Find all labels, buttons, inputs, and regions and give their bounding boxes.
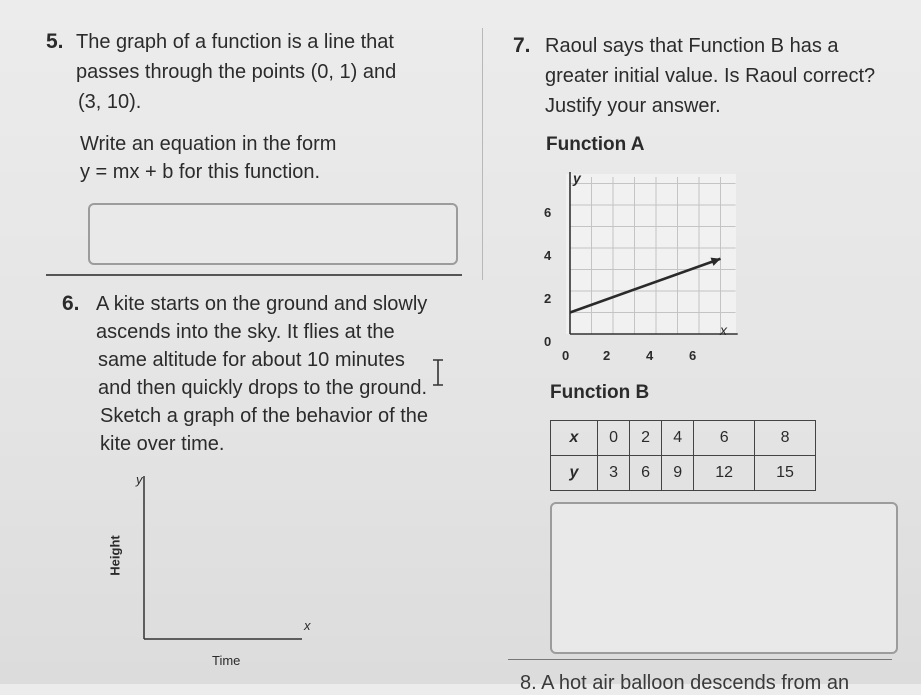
function-a-x-tick: 0 — [562, 348, 570, 363]
function-a-y-tick: 0 — [544, 334, 552, 349]
column-divider — [482, 28, 483, 280]
function-b-title: Function B — [550, 382, 650, 403]
q6-x-axis-letter: x — [304, 618, 311, 633]
function-b-x-cell: 2 — [630, 421, 662, 456]
q7-divider — [508, 659, 892, 660]
q6-y-axis-letter: y — [136, 472, 143, 487]
function-a-graph — [560, 170, 740, 340]
q6-line-5: Sketch a graph of the behavior of the — [100, 405, 428, 427]
function-a-y-tick: 6 — [544, 205, 552, 220]
text-cursor-icon — [430, 358, 446, 388]
q7-answer-box[interactable] — [550, 502, 898, 654]
q6-sketch-graph[interactable] — [108, 468, 308, 648]
function-b-x-header: x — [551, 421, 598, 456]
q5-line-3: (3, 10). — [78, 91, 142, 113]
function-b-x-cell: 6 — [694, 421, 755, 456]
q8-partial-text: 8. A hot air balloon descends from an — [520, 672, 850, 694]
q6-line-3: same altitude for about 10 minutes — [98, 349, 405, 371]
q6-line-4: and then quickly drops to the ground. — [98, 377, 428, 399]
function-a-y-tick: 4 — [544, 248, 552, 263]
function-b-y-cell: 12 — [694, 456, 755, 491]
function-a-x-tick: 6 — [689, 348, 697, 363]
q5-instruction-2: y = mx + b for this function. — [80, 161, 321, 183]
q5-number: 5. — [46, 30, 64, 53]
function-a-y-axis-letter: y — [573, 170, 581, 186]
function-b-y-header: y — [551, 456, 598, 491]
q5-line-2: passes through the points (0, 1) and — [76, 61, 397, 83]
q6-line-1: A kite starts on the ground and slowly — [96, 293, 428, 315]
q7-line-1: Raoul says that Function B has a — [545, 35, 839, 57]
q6-x-label: Time — [212, 653, 241, 668]
q6-line-2: ascends into the sky. It flies at the — [96, 321, 395, 343]
function-b-x-cell: 0 — [598, 421, 630, 456]
function-b-x-cell: 8 — [755, 421, 816, 456]
q5-answer-box[interactable] — [88, 203, 458, 265]
function-b-y-row — [551, 456, 816, 491]
function-a-x-axis-letter: x — [720, 322, 727, 338]
function-b-y-cell: 6 — [630, 456, 662, 491]
q7-line-2: greater initial value. Is Raoul correct? — [545, 65, 876, 87]
function-b-x-row — [551, 421, 816, 456]
q6-number: 6. — [62, 292, 80, 315]
q7-number: 7. — [513, 34, 531, 57]
q5-instruction-1: Write an equation in the form — [80, 133, 337, 155]
q5-line-1: The graph of a function is a line that — [76, 31, 394, 53]
q6-line-6: kite over time. — [100, 433, 225, 455]
function-b-table — [550, 420, 816, 491]
q6-y-label: Height — [107, 535, 123, 576]
function-b-y-cell: 15 — [755, 456, 816, 491]
function-a-y-tick: 2 — [544, 291, 552, 306]
q7-line-3: Justify your answer. — [545, 95, 721, 117]
function-a-x-tick: 4 — [646, 348, 654, 363]
function-b-y-cell: 3 — [598, 456, 630, 491]
function-a-title: Function A — [546, 134, 645, 155]
function-a-x-tick: 2 — [603, 348, 611, 363]
q5-divider — [46, 274, 462, 276]
function-b-y-cell: 9 — [662, 456, 694, 491]
function-b-x-cell: 4 — [662, 421, 694, 456]
